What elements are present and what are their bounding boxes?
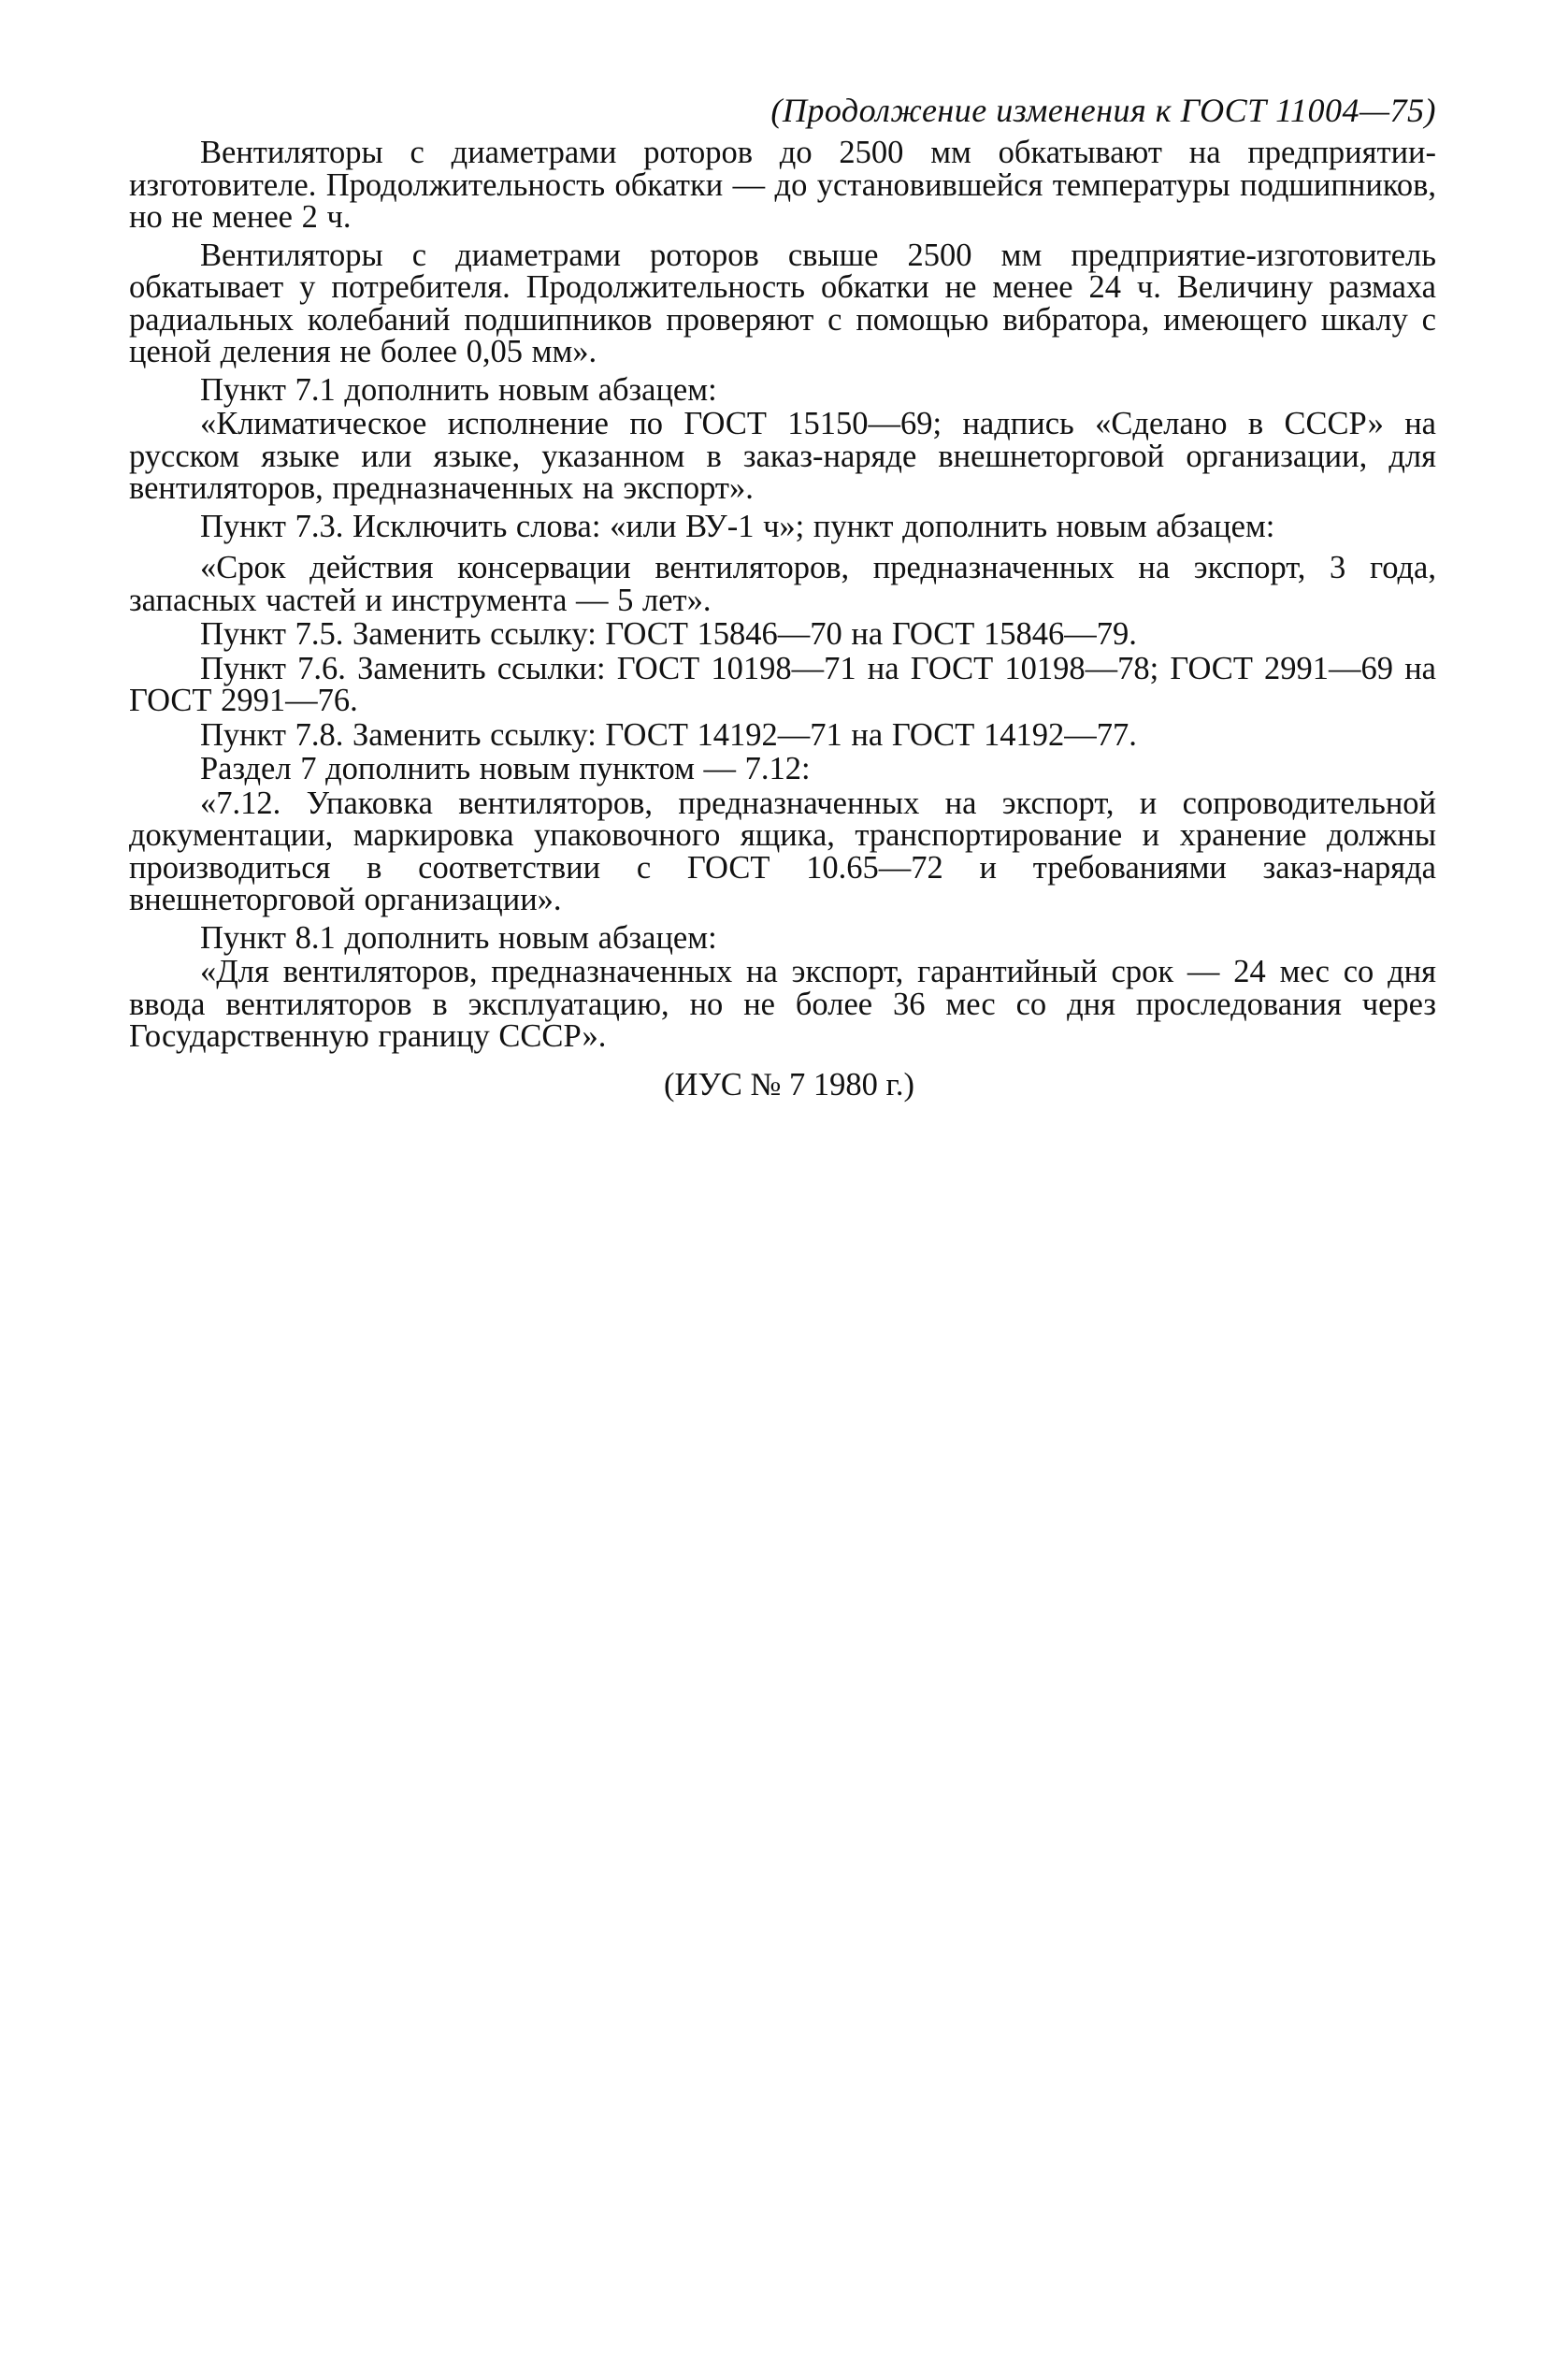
paragraph-item-7-6: Пункт 7.6. Заменить ссылки: ГОСТ 10198—71 на ГОСТ 10198—78; ГОСТ 2991—69 на ГОСТ 2991—76. [129,650,1436,718]
paragraph-item-7-3: Пункт 7.3. Исключить слова: «или ВУ-1 ч»; пункт дополнить новым абзацем: [200,508,1275,544]
paragraph-run-in-large: Вентиляторы с диаметрами роторов свыше 2500 мм предприятие-изготовитель обкатывает у потребителя. Продолжительность обкатки не менее 24 ч. Величину размаха радиальных колебаний подшипников проверяют с помощью вибратора, имеющего шкалу с ценой деления не более 0,05 мм». [129,237,1436,369]
document-page [129,90,1436,1103]
paragraph-warranty: «Для вентиляторов, предназначенных на экспорт, гарантийный срок — 24 мес со дня ввода вентиляторов в эксплуатацию, но не более 36 мес со дня проследования через Государственную границу СССР». [129,954,1436,1054]
paragraph-item-7-5: Пункт 7.5. Заменить ссылку: ГОСТ 15846—70 на ГОСТ 15846—79. [200,616,1137,652]
paragraph-climatic-version: «Климатическое исполнение по ГОСТ 15150—69; надпись «Сделано в СССР» на русском языке или языке, указанном в заказ-наряде внешнеторговой организации, для вентиляторов, предназначенных на экспорт». [129,406,1436,506]
paragraph-item-7-8: Пункт 7.8. Заменить ссылку: ГОСТ 14192—71 на ГОСТ 14192—77. [200,716,1137,753]
paragraph-section-7: Раздел 7 дополнить новым пунктом — 7.12: [200,751,811,786]
paragraph-preservation-term: «Срок действия консервации вентиляторов, предназначенных на экспорт, 3 года, запасных частей и инструмента — 5 лет». [129,550,1436,618]
page-header: (Продолжение изменения к ГОСТ 11004—75) [770,92,1436,129]
paragraph-run-in-small: Вентиляторы с диаметрами роторов до 2500 мм обкатывают на предприятии-изготовителе. Продолжительность обкатки — до установившейся температуры подшипников, но не менее 2 ч. [129,135,1436,235]
publication-reference: (ИУС № 7 1980 г.) [664,1066,914,1103]
paragraph-item-7-12: «7.12. Упаковка вентиляторов, предназначенных на экспорт, и сопроводительной документации, маркировка упаковочного ящика, транспортирование и хранение должны производиться в соответствии с ГОСТ 10.65—72 и требованиями заказ-наряда внешнеторговой организации». [129,785,1436,917]
paragraph-item-7-1: Пункт 7.1 дополнить новым абзацем: [200,371,717,408]
paragraph-item-8-1: Пункт 8.1 дополнить новым абзацем: [200,919,717,956]
